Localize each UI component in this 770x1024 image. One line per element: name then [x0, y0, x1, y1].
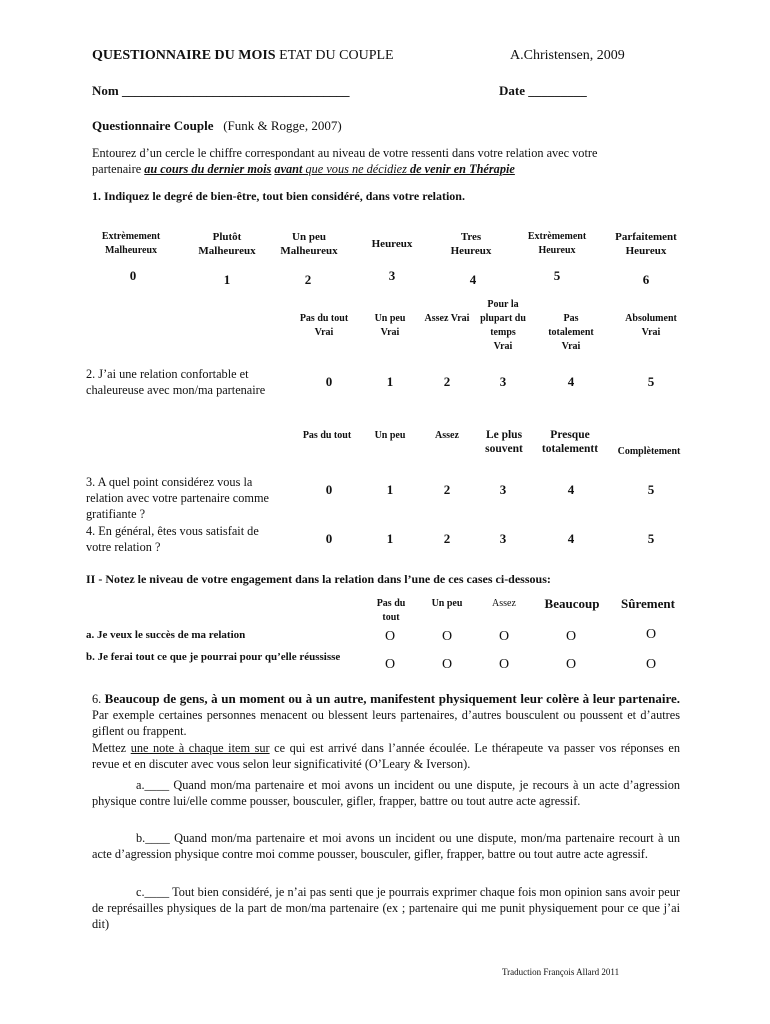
q6-item-b[interactable]: b.____ Quand mon/ma partenaire et moi avons un incident ou une dispute, mon/ma partenaire recourt à un acte d’agression physique contre moi comme pousser, bousculer, gifler, frapper, battre ou tout autre acte agressif.: [92, 831, 680, 861]
q1-scale-label: Un peu Malheureux: [280, 231, 338, 257]
instructions: Entourez d’un cercle le chiffre correspondant au niveau de votre ressenti dans votre relation avec votre partenaire au cours du dernier mois avant que vous ne décidiez de venir en Thérapie: [92, 146, 598, 176]
q2-option[interactable]: 0: [325, 374, 333, 389]
q1-option[interactable]: 0: [129, 268, 137, 283]
part2-header: Pas du tout: [376, 598, 406, 623]
questionnaire-heading: Questionnaire Couple (Funk & Rogge, 2007): [92, 118, 342, 133]
q2-header: Pas du tout Vrai: [299, 313, 349, 338]
q2-header: Pas totalement Vrai: [548, 313, 594, 352]
q2-option[interactable]: 5: [647, 374, 655, 389]
part2-a-choice[interactable]: O: [565, 629, 577, 644]
question-3: 3. A quel point considérez vous la relation avec votre partenaire comme gratifiante ?: [86, 475, 269, 521]
q6-item-a[interactable]: a.____ Quand mon/ma partenaire et moi avons un incident ou une dispute, je recours à un acte d’agression physique contre lui/elle comme pousser, bousculer, gifler, frapper, battre ou tout autre acte agressif.: [92, 778, 680, 808]
q1-option[interactable]: 2: [304, 272, 312, 287]
q34-header: Assez: [435, 430, 459, 441]
part2-b-choice[interactable]: O: [498, 657, 510, 672]
q1-option[interactable]: 4: [469, 272, 477, 287]
part2-header: Beaucoup: [544, 596, 600, 611]
part2-a-choice[interactable]: O: [645, 627, 657, 642]
part2-b-choice[interactable]: O: [441, 657, 453, 672]
part2-item-b: b. Je ferai tout ce que je pourrai pour qu’elle réussisse: [86, 651, 341, 663]
q1-scale-label: Parfaitement Heureux: [615, 231, 677, 257]
name-field[interactable]: Nom ___________________________________: [92, 83, 350, 98]
translation-credit: Traduction François Allard 2011: [502, 967, 620, 977]
q4-option[interactable]: 2: [443, 531, 451, 546]
q3-option[interactable]: 4: [567, 482, 575, 497]
q4-option[interactable]: 0: [325, 531, 333, 546]
question-6-intro: 6. Beaucoup de gens, à un moment ou à un autre, manifestent physiquement leur colère à leur partenaire. Par exemple certaines personnes menacent ou blessent leurs partenaires, d’autres bousculent ou poussent et d’autres giflent ou frappent.: [92, 691, 681, 738]
q1-scale-label: Plutôt Malheureux: [198, 231, 256, 257]
part2-item-a: a. Je veux le succès de ma relation: [86, 629, 246, 641]
q2-option[interactable]: 3: [499, 374, 507, 389]
q1-scale-label: Tres Heureux: [450, 231, 492, 257]
part-2-title: II - Notez le niveau de votre engagement dans la relation dans l’une de ces cases ci-dessous:: [86, 572, 551, 586]
part2-header: Sûrement: [621, 596, 675, 611]
q3-option[interactable]: 1: [386, 482, 394, 497]
part2-header: Assez: [492, 598, 516, 609]
part2-a-choice[interactable]: O: [384, 629, 396, 644]
q1-option[interactable]: 6: [642, 272, 650, 287]
q34-header: Pas du tout: [302, 430, 352, 441]
q6-item-c[interactable]: c.____ Tout bien considéré, je n’ai pas senti que je pourrais exprimer chaque fois mon opinion sans avoir peur de représailles physiques de la part de mon/ma partenaire (ex ; partenaire qui me punit physiquement pour ce que j’ai dit): [92, 885, 680, 931]
q4-option[interactable]: 4: [567, 531, 575, 546]
part2-b-choice[interactable]: O: [645, 657, 657, 672]
q2-header: Pour la plupart du temps Vrai: [480, 299, 526, 352]
part2-a-choice[interactable]: O: [441, 629, 453, 644]
q4-option[interactable]: 5: [647, 531, 655, 546]
q34-header: Presque totalementt: [541, 429, 599, 455]
q2-header: Un peu Vrai: [374, 313, 406, 338]
q34-header: Un peu: [374, 430, 406, 441]
q2-option[interactable]: 4: [567, 374, 575, 389]
q2-option[interactable]: 2: [443, 374, 451, 389]
question-2: 2. J’ai une relation confortable et chaleureuse avec mon/ma partenaire: [86, 367, 266, 397]
part2-a-choice[interactable]: O: [498, 629, 510, 644]
q4-option[interactable]: 3: [499, 531, 507, 546]
q3-option[interactable]: 2: [443, 482, 451, 497]
question-1: 1. Indiquez le degré de bien-être, tout bien considéré, dans votre relation.: [92, 189, 465, 203]
date-field[interactable]: Date _________: [499, 83, 587, 98]
q4-option[interactable]: 1: [386, 531, 394, 546]
q2-option[interactable]: 1: [386, 374, 394, 389]
q1-option[interactable]: 1: [223, 272, 231, 287]
q1-option[interactable]: 3: [388, 268, 396, 283]
q3-option[interactable]: 0: [325, 482, 333, 497]
question-6-instructions: Mettez une note à chaque item sur ce qui est arrivé dans l’année écoulée. Le thérapeute va passer vos réponses en revue et en discuter avec vous selon leur significativité (O’Leary & Iverson).: [92, 741, 680, 771]
q34-header: Complètement: [617, 446, 681, 457]
q1-scale-label: Extrèmement Malheureux: [101, 231, 161, 256]
q1-scale-label: Heureux: [371, 238, 413, 250]
part2-b-choice[interactable]: O: [384, 657, 396, 672]
q1-option[interactable]: 5: [553, 268, 561, 283]
q2-header: Assez Vrai: [424, 313, 470, 324]
q1-scale-label: Extrèmement Heureux: [527, 231, 587, 256]
q34-header: Le plus souvent: [485, 429, 523, 455]
question-4: 4. En général, êtes vous satisfait de votre relation ?: [86, 524, 259, 554]
q3-option[interactable]: 3: [499, 482, 507, 497]
author-citation: A.Christensen, 2009: [510, 48, 625, 63]
part2-b-choice[interactable]: O: [565, 657, 577, 672]
q3-option[interactable]: 5: [647, 482, 655, 497]
q2-header: Absolument Vrai: [625, 313, 677, 338]
document-title: QUESTIONNAIRE DU MOIS ETAT DU COUPLE: [92, 48, 394, 63]
part2-header: Un peu: [431, 598, 463, 609]
